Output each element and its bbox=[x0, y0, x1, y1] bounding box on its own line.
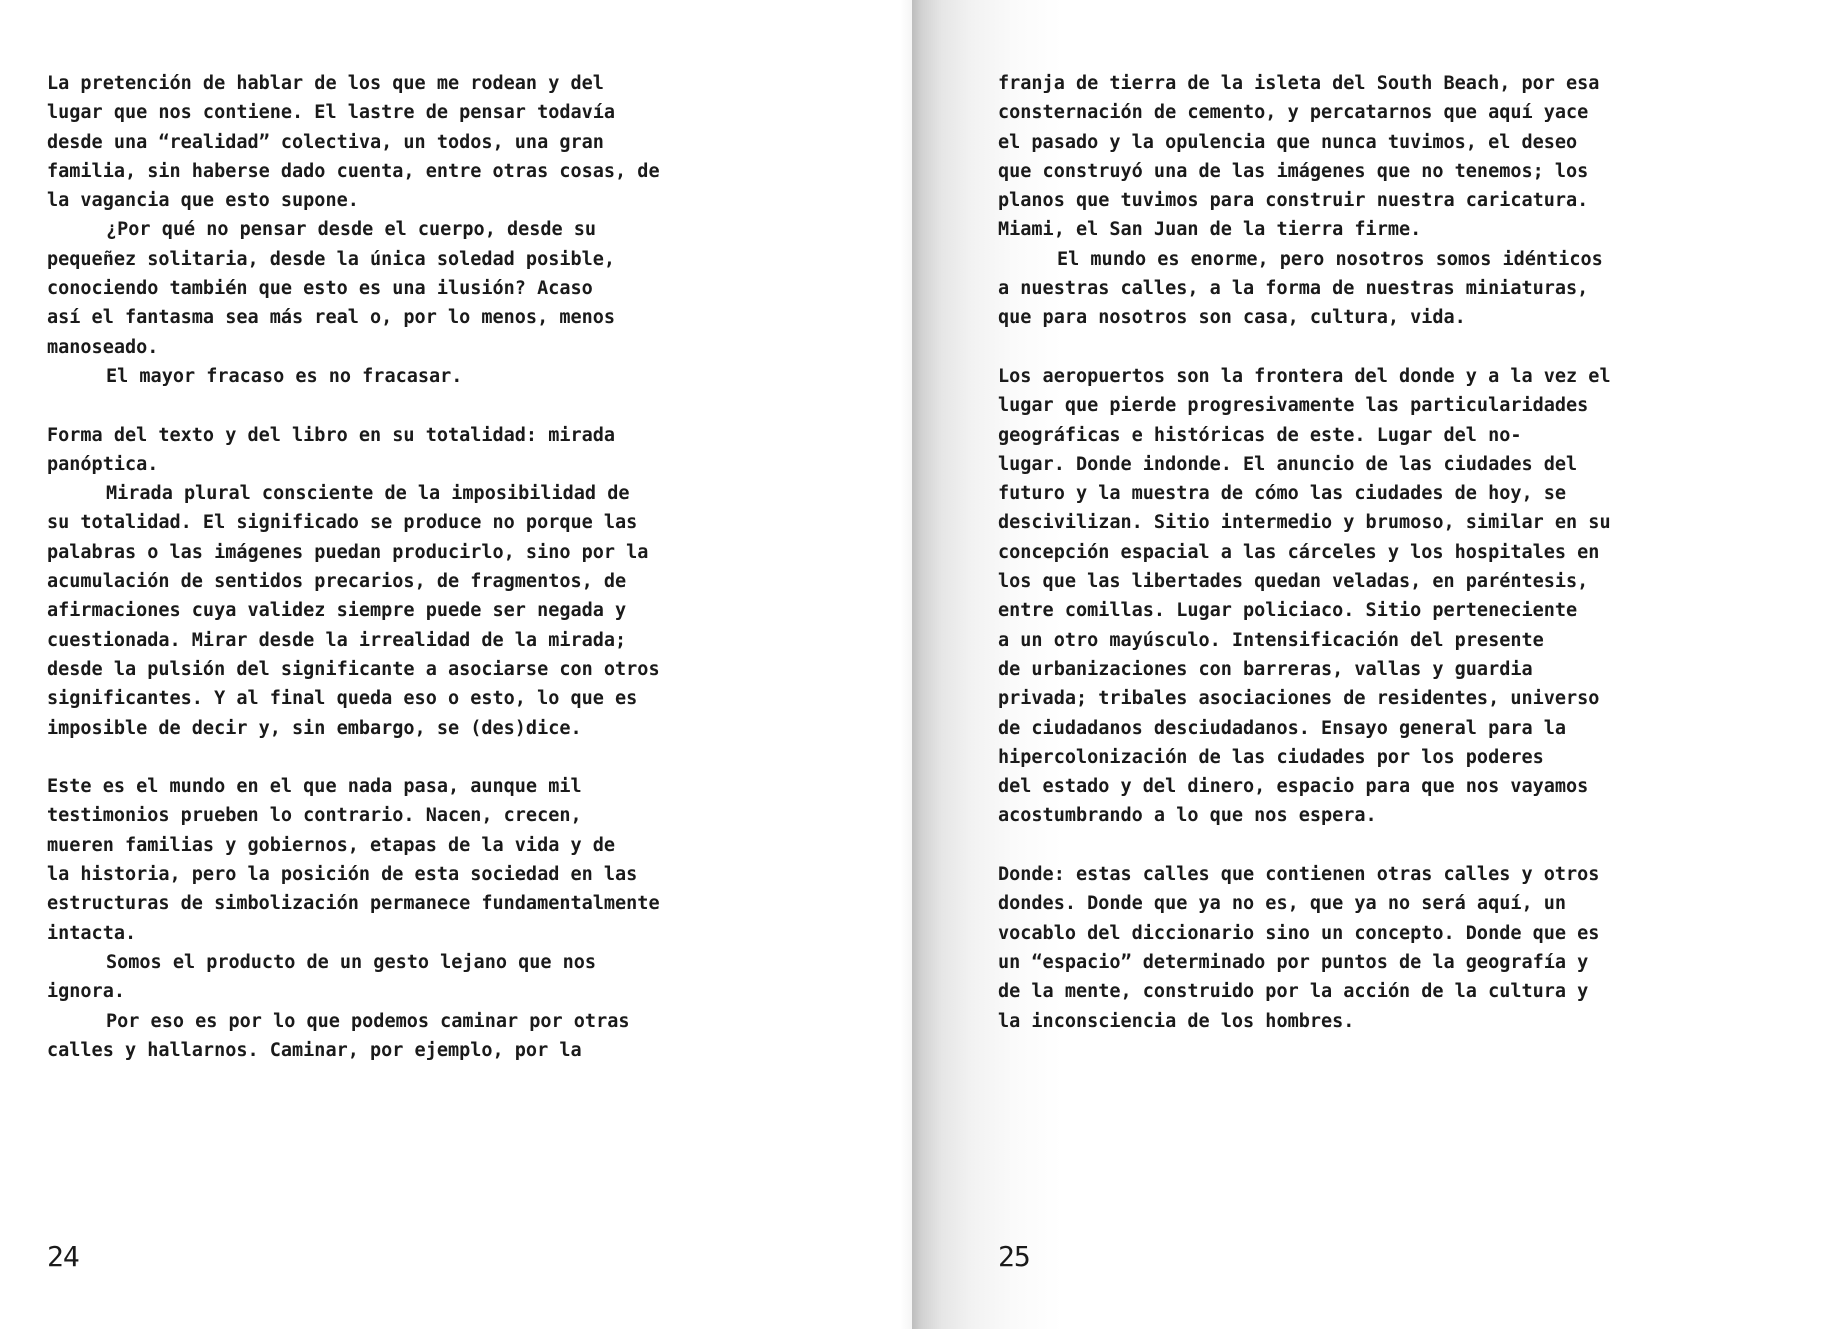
text-line: Somos el producto de un gesto lejano que nos bbox=[106, 951, 597, 973]
text-line: así el fantasma sea más real o, por lo menos, menos bbox=[47, 307, 616, 329]
text-line: testimonios prueben lo contrario. Nacen, crecen, bbox=[47, 805, 582, 827]
text-line: de la mente, construido por la acción de la cultura y bbox=[998, 981, 1589, 1003]
text-line: El mundo es enorme, pero nosotros somos idénticos bbox=[1057, 248, 1603, 270]
text-line: desde la pulsión del significante a asociarse con otros bbox=[47, 658, 660, 680]
text-line: entre comillas. Lugar policiaco. Sitio perteneciente bbox=[998, 600, 1578, 622]
text-line: su totalidad. El significado se produce no porque las bbox=[47, 512, 638, 534]
text-line: descivilizan. Sitio intermedio y brumoso, similar en su bbox=[998, 512, 1611, 534]
text-line: que para nosotros son casa, cultura, vida. bbox=[998, 307, 1466, 329]
text-line: hipercolonización de las ciudades por los poderes bbox=[998, 746, 1544, 768]
left-page bbox=[0, 0, 912, 1329]
text-line: lugar que nos contiene. El lastre de pensar todavía bbox=[47, 102, 616, 124]
text-line: palabras o las imágenes puedan producirlo, sino por la bbox=[47, 541, 649, 563]
text-line: cuestionada. Mirar desde la irrealidad de la mirada; bbox=[47, 629, 627, 651]
text-line: Los aeropuertos son la frontera del donde y a la vez el bbox=[998, 365, 1611, 387]
text-line bbox=[998, 831, 1611, 860]
left-page-text bbox=[47, 69, 660, 1065]
text-line: Miami, el San Juan de la tierra firme. bbox=[998, 219, 1422, 241]
text-line bbox=[47, 391, 660, 420]
text-line bbox=[998, 333, 1611, 362]
text-line: planos que tuvimos para construir nuestra caricatura. bbox=[998, 190, 1589, 212]
text-line: Donde: estas calles que contienen otras calles y otros bbox=[998, 864, 1600, 886]
text-line: de ciudadanos desciudadanos. Ensayo general para la bbox=[998, 717, 1567, 739]
text-line: desde una “realidad” colectiva, un todos, una gran bbox=[47, 131, 604, 153]
text-line: los que las libertades quedan veladas, en paréntesis, bbox=[998, 571, 1589, 593]
text-line: imposible de decir y, sin embargo, se (des)dice. bbox=[47, 717, 582, 739]
text-line: ignora. bbox=[47, 981, 125, 1003]
text-line: lugar. Donde indonde. El anuncio de las ciudades del bbox=[998, 453, 1578, 475]
text-line: consternación de cemento, y percatarnos que aquí yace bbox=[998, 102, 1589, 124]
text-line: vocablo del diccionario sino un concepto. Donde que es bbox=[998, 922, 1600, 944]
text-line: un “espacio” determinado por puntos de la geografía y bbox=[998, 951, 1589, 973]
text-line: acostumbrando a lo que nos espera. bbox=[998, 805, 1377, 827]
text-line: del estado y del dinero, espacio para que nos vayamos bbox=[998, 776, 1589, 798]
text-line: La pretención de hablar de los que me rodean y del bbox=[47, 73, 604, 94]
text-line: ¿Por qué no pensar desde el cuerpo, desde su bbox=[106, 219, 597, 241]
text-line: intacta. bbox=[47, 922, 137, 944]
text-line: de urbanizaciones con barreras, vallas y guardia bbox=[998, 658, 1533, 680]
text-line: que construyó una de las imágenes que no tenemos; los bbox=[998, 160, 1589, 182]
text-line: calles y hallarnos. Caminar, por ejemplo, por la bbox=[47, 1039, 582, 1061]
text-line: geográficas e históricas de este. Lugar del no- bbox=[998, 424, 1522, 446]
text-line: futuro y la muestra de cómo las ciudades de hoy, se bbox=[998, 483, 1567, 505]
text-line: concepción espacial a las cárceles y los hospitales en bbox=[998, 541, 1600, 563]
text-line: lugar que pierde progresivamente las particularidades bbox=[998, 395, 1589, 417]
text-line: la vagancia que esto supone. bbox=[47, 190, 359, 212]
right-page bbox=[912, 0, 1831, 1329]
text-line: a un otro mayúsculo. Intensificación del presente bbox=[998, 629, 1544, 651]
text-line bbox=[47, 743, 660, 772]
text-line: el pasado y la opulencia que nunca tuvimos, el deseo bbox=[998, 131, 1578, 153]
text-line: la inconsciencia de los hombres. bbox=[998, 1010, 1355, 1032]
text-line: conociendo también que esto es una ilusión? Acaso bbox=[47, 278, 593, 300]
right-page-number: 25 bbox=[998, 1240, 1030, 1273]
text-line: Por eso es por lo que podemos caminar por otras bbox=[106, 1010, 630, 1032]
text-line: familia, sin haberse dado cuenta, entre otras cosas, de bbox=[47, 160, 660, 182]
right-page-text bbox=[998, 69, 1611, 1036]
text-line: franja de tierra de la isleta del South Beach, por esa bbox=[998, 73, 1600, 94]
text-line: la historia, pero la posición de esta sociedad en las bbox=[47, 864, 638, 886]
left-page-number: 24 bbox=[47, 1240, 79, 1273]
text-line: Este es el mundo en el que nada pasa, aunque mil bbox=[47, 776, 582, 798]
text-line: afirmaciones cuya validez siempre puede ser negada y bbox=[47, 600, 627, 622]
text-line: mueren familias y gobiernos, etapas de la vida y de bbox=[47, 834, 616, 856]
text-line: El mayor fracaso es no fracasar. bbox=[106, 365, 463, 387]
text-line: a nuestras calles, a la forma de nuestras miniaturas, bbox=[998, 278, 1589, 300]
text-line: estructuras de simbolización permanece fundamentalmente bbox=[47, 893, 660, 915]
text-line: panóptica. bbox=[47, 453, 159, 475]
text-line: manoseado. bbox=[47, 336, 159, 358]
text-line: privada; tribales asociaciones de residentes, universo bbox=[998, 688, 1600, 710]
text-line: pequeñez solitaria, desde la única soledad posible, bbox=[47, 248, 616, 270]
text-line: significantes. Y al final queda eso o esto, lo que es bbox=[47, 688, 638, 710]
text-line: dondes. Donde que ya no es, que ya no será aquí, un bbox=[998, 893, 1567, 915]
text-line: Forma del texto y del libro en su totalidad: mirada bbox=[47, 424, 616, 446]
text-line: Mirada plural consciente de la imposibilidad de bbox=[106, 483, 630, 505]
text-line: acumulación de sentidos precarios, de fragmentos, de bbox=[47, 571, 627, 593]
gutter-shadow bbox=[900, 0, 912, 1329]
